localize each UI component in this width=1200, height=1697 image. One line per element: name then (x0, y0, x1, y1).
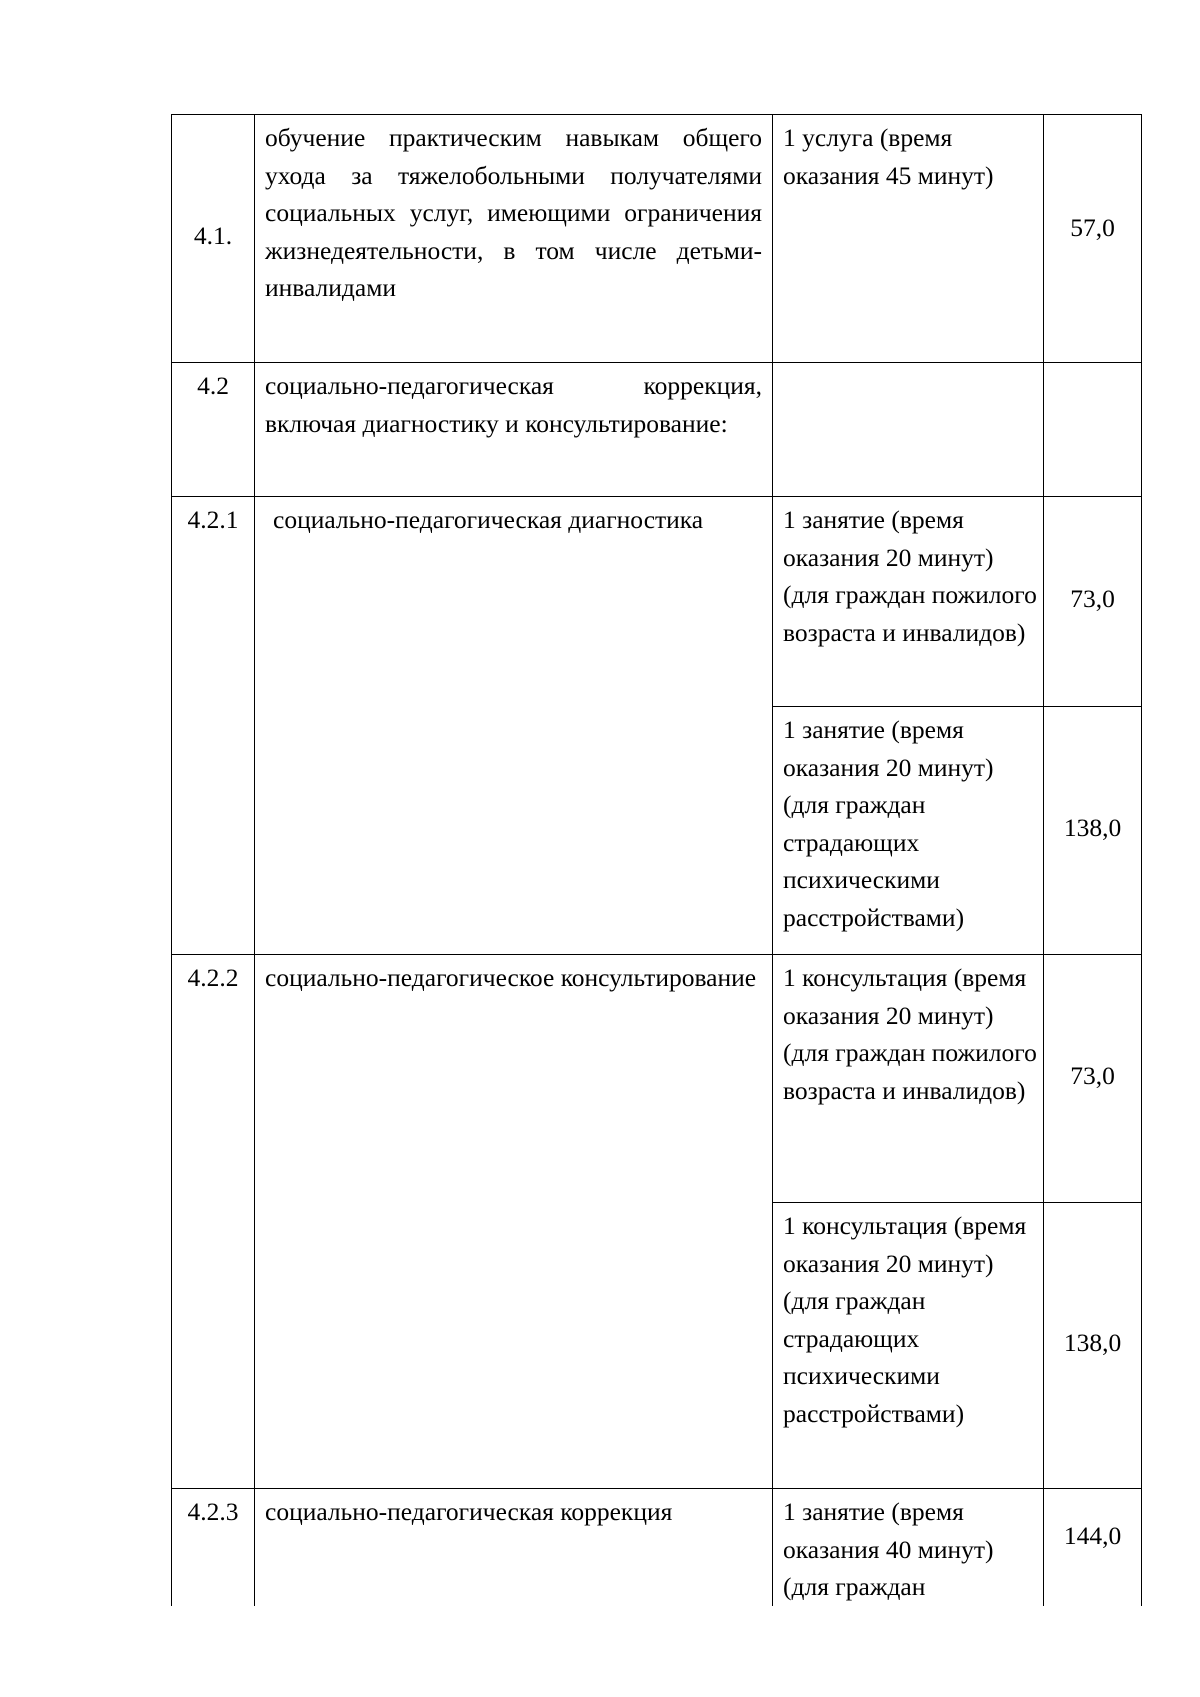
unit-line: (для граждан пожилого возраста и инвалидов) (783, 580, 1037, 647)
service-description: социально-педагогическая диагностика (255, 497, 773, 955)
service-price: 138,0 (1044, 707, 1142, 955)
service-description: обучение практическим навыкам общего ухода за тяжелобольными получателями социальных услуг, имеющими ограничения жизнедеятельности, в том числе детьми-инвалидами (255, 115, 773, 363)
unit-of-service (773, 363, 1044, 497)
service-price: 73,0 (1044, 497, 1142, 707)
service-price: 144,0 (1044, 1489, 1142, 1606)
table-row (172, 497, 1142, 707)
unit-of-service (773, 707, 1044, 955)
unit-line: 1 услуга (время оказания 45 минут) (783, 123, 994, 190)
unit-line: 1 консультация (время оказания 20 минут) (783, 963, 1027, 1030)
unit-line: 1 занятие (время оказания 20 минут) (783, 505, 994, 572)
row-number: 4.1. (172, 115, 255, 363)
services-price-table (171, 114, 1142, 1606)
table-row (172, 363, 1142, 497)
unit-line: 1 консультация (время оказания 20 минут) (783, 1211, 1027, 1278)
table-row (172, 955, 1142, 1203)
unit-of-service (773, 1489, 1044, 1606)
service-description: социально-педагогическое консультирование (255, 955, 773, 1489)
unit-line: (для граждан страдающих психическими расстройствами) (783, 1286, 965, 1428)
service-price: 73,0 (1044, 955, 1142, 1203)
row-number: 4.2.2 (172, 955, 255, 1489)
row-number: 4.2.3 (172, 1489, 255, 1606)
service-price: 138,0 (1044, 1203, 1142, 1489)
unit-of-service (773, 955, 1044, 1203)
unit-line: 1 занятие (время оказания 20 минут) (783, 715, 994, 782)
row-number: 4.2.1 (172, 497, 255, 955)
table-row (172, 115, 1142, 363)
unit-line: (для граждан пожилого возраста и инвалидов) (783, 1038, 1037, 1105)
unit-of-service (773, 115, 1044, 363)
row-number: 4.2 (172, 363, 255, 497)
unit-of-service (773, 1203, 1044, 1489)
table-row (172, 1489, 1142, 1606)
unit-line: (для граждан (783, 1572, 926, 1601)
service-description: социально-педагогическая коррекция, включая диагностику и консультирование: (255, 363, 773, 497)
unit-line: 1 занятие (время оказания 40 минут) (783, 1497, 994, 1564)
service-price: 57,0 (1044, 115, 1142, 363)
unit-line: (для граждан страдающих психическими расстройствами) (783, 790, 965, 932)
unit-of-service (773, 497, 1044, 707)
service-description: социально-педагогическая коррекция (255, 1489, 773, 1606)
service-price (1044, 363, 1142, 497)
